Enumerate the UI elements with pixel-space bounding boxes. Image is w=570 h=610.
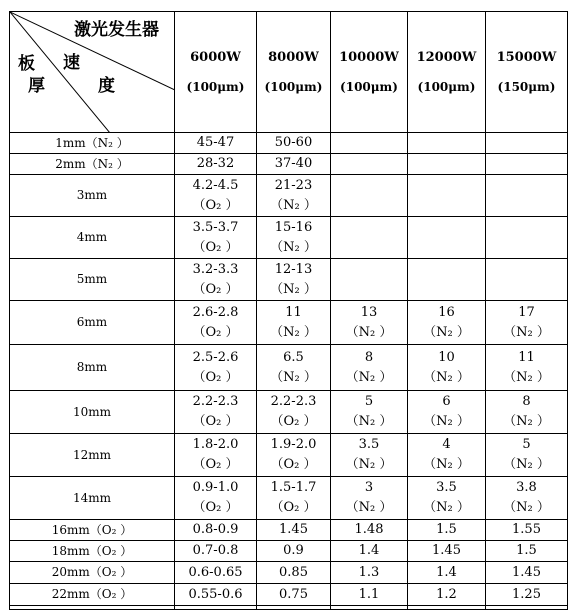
table-row (10, 133, 568, 154)
speed-value: 21-23 (274, 177, 313, 193)
speed-cell (257, 434, 331, 477)
speed-value: 10 (438, 349, 455, 365)
speed-value: 1.3 (358, 564, 380, 580)
thickness-cell: 8mm (10, 345, 175, 391)
speed-value: 8 (522, 394, 531, 409)
table-row (10, 520, 568, 541)
speed-cell (486, 217, 568, 259)
speed-cell (257, 520, 331, 541)
speed-value: 2.2-2.3 (270, 394, 317, 409)
speed-cell (257, 584, 331, 606)
speed-value: 0.55-0.6 (188, 586, 243, 602)
speed-value: 3.5 (436, 480, 457, 495)
speed-cell (175, 133, 257, 154)
speed-cell (331, 133, 408, 154)
speed-value: 1.45 (279, 522, 308, 537)
speed-cell (175, 345, 257, 391)
speed-value: 3 (364, 480, 374, 495)
speed-cell (175, 391, 257, 434)
gas-label: （N₂ ） (503, 457, 550, 472)
table-row (10, 345, 568, 391)
speed-value: 0.6-0.65 (188, 564, 243, 580)
speed-value: 15-16 (274, 219, 313, 235)
speed-cell (175, 541, 257, 562)
speed-value: 1.55 (512, 522, 541, 537)
gas-label: （O₂ ） (270, 414, 317, 429)
speed-cell (331, 477, 408, 520)
speed-value: 0.9-1.0 (192, 480, 239, 495)
speed-cell (331, 301, 408, 345)
thickness-cell: 14mm (10, 477, 175, 520)
speed-cell (408, 584, 486, 606)
speed-value: 1.9-2.0 (270, 437, 317, 452)
speed-value: 1.5 (516, 543, 537, 558)
header-power-3 (408, 12, 486, 133)
speed-cell (331, 434, 408, 477)
thickness-cell: 18mm（O₂ ） (10, 541, 175, 562)
header-power-1 (257, 12, 331, 133)
speed-value: 2.5-2.6 (192, 349, 239, 365)
empty-cell (257, 606, 331, 610)
speed-value: 2.2-2.3 (192, 394, 239, 409)
speed-cell (408, 217, 486, 259)
speed-value: 0.7-0.8 (192, 543, 239, 558)
speed-cell (257, 477, 331, 520)
gas-label: （N₂ ） (423, 500, 470, 515)
speed-cell (486, 541, 568, 562)
power-label: 12000W (416, 49, 477, 65)
table-row (10, 154, 568, 175)
speed-cell (408, 477, 486, 520)
speed-cell (175, 154, 257, 175)
speed-cell (175, 301, 257, 345)
thickness-cell: 3mm (10, 175, 175, 217)
speed-cell (175, 175, 257, 217)
speed-value: 1.1 (358, 586, 380, 602)
empty-cell (408, 606, 486, 610)
speed-value: 28-32 (196, 156, 235, 171)
speed-cell (486, 477, 568, 520)
gas-label: （N₂ ） (270, 239, 317, 255)
gas-label: （O₂ ） (192, 239, 239, 255)
table-row (10, 477, 568, 520)
speed-cell (175, 584, 257, 606)
gas-label: （O₂ ） (192, 500, 239, 515)
header-power-2 (331, 12, 408, 133)
speed-value: 13 (360, 304, 378, 320)
gas-label: （N₂ ） (345, 500, 393, 515)
speed-value: 0.8-0.9 (192, 522, 239, 537)
gas-label: （O₂ ） (192, 414, 239, 429)
speed-cell (486, 584, 568, 606)
thickness-cell: 5mm (10, 259, 175, 301)
speed-cell (257, 217, 331, 259)
speed-cell (408, 175, 486, 217)
speed-cell (257, 562, 331, 584)
speed-cell (486, 434, 568, 477)
header-corner-cell (10, 12, 175, 133)
gas-label: （N₂ ） (345, 369, 393, 385)
speed-value: 16 (438, 304, 455, 320)
speed-cell (408, 434, 486, 477)
speed-cell (175, 259, 257, 301)
speed-cell (175, 562, 257, 584)
speed-value: 1.4 (358, 543, 380, 558)
table-row (10, 391, 568, 434)
speed-value: 3.5-3.7 (192, 219, 239, 235)
speed-value: 1.5 (436, 522, 457, 537)
speed-cell (408, 154, 486, 175)
speed-cell (331, 562, 408, 584)
speed-cell (408, 541, 486, 562)
focus-label: (150μm) (497, 79, 556, 94)
gas-label: （N₂ ） (503, 324, 550, 340)
table-row (10, 175, 568, 217)
speed-cell (175, 520, 257, 541)
speed-value: 37-40 (274, 156, 313, 171)
speed-value: 1.4 (436, 564, 457, 580)
power-label: 10000W (339, 49, 399, 65)
thickness-cell: 2mm（N₂ ） (10, 154, 175, 175)
gas-label: （N₂ ） (270, 197, 317, 213)
speed-value: 1.48 (354, 522, 384, 537)
focus-label: (100μm) (186, 79, 245, 94)
thickness-cell: 16mm（O₂ ） (10, 520, 175, 541)
speed-cell (486, 562, 568, 584)
speed-cell (486, 301, 568, 345)
speed-cell (331, 541, 408, 562)
table-row (10, 217, 568, 259)
header-speed-char-1: 速 (63, 53, 80, 73)
speed-value: 2.6-2.8 (192, 304, 239, 320)
speed-value: 50-60 (274, 135, 313, 150)
speed-cell (486, 520, 568, 541)
speed-cell (486, 391, 568, 434)
speed-value: 1.2 (436, 586, 457, 602)
speed-value: 5 (522, 437, 531, 452)
speed-cell (486, 259, 568, 301)
table-row (10, 301, 568, 345)
speed-cell (408, 133, 486, 154)
speed-cell (331, 259, 408, 301)
header-power-0 (175, 12, 257, 133)
speed-cell (257, 301, 331, 345)
focus-label: (100μm) (340, 79, 398, 94)
gas-label: （N₂ ） (270, 369, 317, 385)
gas-label: （N₂ ） (423, 414, 470, 429)
empty-cell (10, 606, 175, 610)
thickness-cell: 1mm（N₂ ） (10, 133, 175, 154)
speed-cell (331, 345, 408, 391)
gas-label: （O₂ ） (270, 457, 317, 472)
speed-value: 6.5 (283, 349, 304, 365)
speed-value: 5 (364, 394, 374, 409)
gas-label: （N₂ ） (423, 324, 470, 340)
speed-cell (331, 584, 408, 606)
gas-label: （N₂ ） (345, 414, 393, 429)
header-speed-char-2: 度 (98, 76, 115, 96)
thickness-cell: 10mm (10, 391, 175, 434)
speed-value: 1.5-1.7 (270, 480, 317, 495)
empty-cell (175, 606, 257, 610)
speed-value: 17 (518, 304, 535, 320)
speed-cell (257, 154, 331, 175)
speed-value: 0.75 (279, 586, 308, 602)
speed-value: 0.85 (279, 564, 308, 580)
speed-cell (175, 477, 257, 520)
speed-cell (408, 391, 486, 434)
speed-value: 4 (442, 437, 451, 452)
power-label: 8000W (268, 49, 319, 65)
gas-label: （N₂ ） (503, 414, 550, 429)
speed-value: 11 (518, 349, 535, 365)
speed-value: 11 (285, 304, 302, 320)
thickness-cell: 20mm（O₂ ） (10, 562, 175, 584)
table-row (10, 562, 568, 584)
speed-value: 6 (442, 394, 451, 409)
thickness-cell: 6mm (10, 301, 175, 345)
speed-cell (257, 541, 331, 562)
speed-value: 3.8 (516, 480, 537, 495)
header-row (10, 12, 568, 133)
focus-label: (100μm) (417, 79, 476, 94)
empty-cell (331, 606, 408, 610)
power-label: 15000W (496, 49, 557, 65)
thickness-cell: 22mm（O₂ ） (10, 584, 175, 606)
speed-value: 45-47 (196, 135, 235, 150)
speed-value: 1.45 (432, 543, 461, 558)
speed-cell (257, 259, 331, 301)
speed-value: 1.25 (512, 586, 541, 602)
gas-label: （O₂ ） (270, 500, 317, 515)
speed-value: 1.45 (512, 564, 541, 580)
speed-cell (175, 434, 257, 477)
speed-value: 8 (364, 349, 374, 365)
thickness-cell: 12mm (10, 434, 175, 477)
cutting-speed-table (9, 11, 568, 610)
speed-value: 1.8-2.0 (192, 437, 239, 452)
speed-cell (486, 154, 568, 175)
table-row (10, 541, 568, 562)
speed-cell (486, 175, 568, 217)
speed-cell (257, 133, 331, 154)
speed-value: 12-13 (274, 261, 313, 277)
speed-value: 0.9 (283, 543, 304, 558)
gas-label: （O₂ ） (192, 457, 239, 472)
gas-label: （N₂ ） (345, 457, 393, 472)
gas-label: （N₂ ） (503, 369, 550, 385)
speed-cell (408, 562, 486, 584)
header-laser-generator: 激光发生器 (74, 20, 159, 40)
table-row-cutoff (10, 606, 568, 610)
gas-label: （O₂ ） (192, 324, 239, 340)
speed-cell (408, 301, 486, 345)
gas-label: （N₂ ） (270, 281, 317, 297)
thickness-cell: 4mm (10, 217, 175, 259)
power-label: 6000W (190, 49, 241, 65)
header-thickness-char-2: 厚 (28, 76, 45, 96)
table-row (10, 259, 568, 301)
speed-cell (331, 175, 408, 217)
speed-cell (408, 259, 486, 301)
speed-cell (257, 345, 331, 391)
speed-cell (486, 133, 568, 154)
gas-label: （O₂ ） (192, 369, 239, 385)
speed-cell (408, 345, 486, 391)
speed-cell (331, 217, 408, 259)
gas-label: （N₂ ） (503, 500, 550, 515)
gas-label: （O₂ ） (192, 281, 239, 297)
gas-label: （O₂ ） (192, 197, 239, 213)
speed-cell (257, 175, 331, 217)
speed-cell (331, 520, 408, 541)
header-thickness-char-1: 板 (18, 54, 35, 74)
header-power-4 (486, 12, 568, 133)
speed-cell (486, 345, 568, 391)
speed-value: 3.5 (358, 437, 380, 452)
gas-label: （N₂ ） (423, 369, 470, 385)
speed-cell (408, 520, 486, 541)
gas-label: （N₂ ） (345, 324, 393, 340)
focus-label: (100μm) (264, 79, 323, 94)
speed-cell (175, 217, 257, 259)
speed-cell (257, 391, 331, 434)
speed-value: 4.2-4.5 (192, 177, 239, 193)
table-row (10, 434, 568, 477)
table-row (10, 584, 568, 606)
gas-label: （N₂ ） (270, 324, 317, 340)
gas-label: （N₂ ） (423, 457, 470, 472)
speed-value: 3.2-3.3 (192, 261, 239, 277)
speed-cell (331, 154, 408, 175)
speed-cell (331, 391, 408, 434)
empty-cell (486, 606, 568, 610)
